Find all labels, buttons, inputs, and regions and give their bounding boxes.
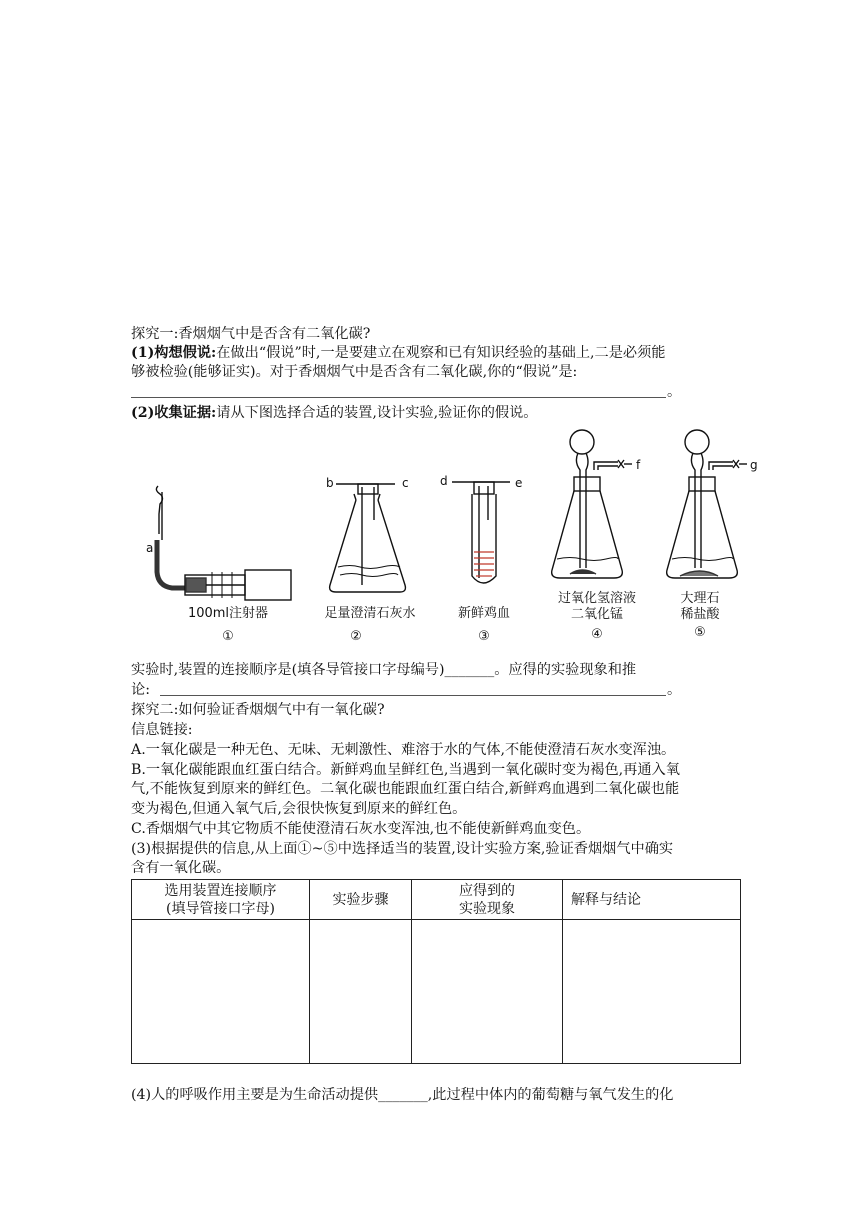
q4-blank[interactable]: _______ [378,1087,428,1103]
info-title: 信息链接: [131,722,193,738]
experiment-design-table [131,879,741,1064]
header-connection-order [132,880,310,920]
oxygen-generator [552,430,632,578]
table-answer-row [132,920,741,1064]
connection-order-blank[interactable]: _______ [444,662,495,678]
section2-title: 探究二:如何验证香烟烟气中有一氧化碳? [131,702,385,718]
port-label-g: g [750,458,758,472]
header-conclusion: 解释与结论 [563,880,741,920]
info-b-line1: B.一氧化碳能跟血红蛋白结合。新鲜鸡血呈鲜红色,当遇到一氧化碳时变为褐色,再通入氧 [131,762,680,778]
caption-blood: 新鲜鸡血 [457,606,511,621]
section1-title: 探究一:香烟烟气中是否含有二氧化碳? [131,326,371,342]
caption-num-1: ① [222,629,234,644]
info-a: A.一氧化碳是一种无色、无味、无刺激性、难溶于水的气体,不能使澄清石灰水变浑浊。 [131,742,676,758]
port-label-f: f [636,458,641,472]
port-label-a: a [146,541,154,555]
caption-num-4: ④ [591,627,603,642]
syringe-apparatus [156,486,291,600]
info-b-line3: 变为褐色,但通入氧气后,会很快恢复到原来的鲜红色。 [131,801,467,817]
q4-prompt: (4)人的呼吸作用主要是为生命活动提供 [131,1087,379,1103]
q1-line2: 够被检验(能够证实)。对于香烟烟气中是否含有二氧化碳,你的“假说”是: [131,364,578,380]
answer-cell-connection-order[interactable] [132,920,310,1064]
connection-order-line [131,661,636,679]
caption-mno2: 二氧化锰 [570,607,624,622]
caption-num-3: ③ [478,629,490,644]
caption-limewater: 足量澄清石灰水 [324,606,416,621]
port-label-c: c [402,476,409,490]
caption-hcl: 稀盐酸 [680,607,720,622]
caption-num-5: ⑤ [694,625,706,640]
info-b-line2: 气,不能恢复到原来的鲜红色。二氧化碳也能跟血红蛋白结合,新鲜鸡血遇到二氧化碳也能 [131,781,680,797]
answer-cell-phenomena[interactable] [412,920,563,1064]
connection-order-prompt: 实验时,装置的连接顺序是(填各导管接口字母编号) [131,662,445,678]
conclusion-end: 。 [667,682,682,698]
header-phenomena [412,880,563,920]
q4-prompt-end: ,此过程中体内的葡萄糖与氧气发生的化 [427,1087,674,1103]
q1-text-a: 在做出“假说”时,一是要建立在观察和已有知识经验的基础上,二是必须能 [216,345,666,361]
answer-cell-conclusion[interactable] [563,920,741,1064]
header-connection-order-line2: (填导管接口字母) [166,900,275,917]
port-label-e: e [515,476,523,490]
q4-line [131,1086,673,1104]
caption-num-2: ② [350,629,362,644]
co2-generator [667,430,747,578]
header-phenomena-line1: 应得到的 [459,882,515,899]
phenomenon-prompt: 。应得的实验现象和推 [494,662,637,678]
answer-cell-steps[interactable] [310,920,412,1064]
header-connection-order-line1: 选用装置连接顺序 [164,882,277,899]
q2-text: 请从下图选择合适的装置,设计实验,验证你的假说。 [216,405,538,421]
q3-line1: (3)根据提供的信息,从上面①~⑤中选择适当的装置,设计实验方案,验证香烟烟气中确实 [131,841,674,857]
blood-test-tube [452,482,510,583]
table-header-row [132,880,741,920]
q1-label: (1)构想假说: [131,345,217,361]
caption-syringe: 100ml注射器 [187,606,269,621]
header-phenomena-line2: 实验现象 [459,900,515,917]
port-label-d: d [440,474,448,488]
info-c: C.香烟烟气中其它物质不能使澄清石灰水变浑浊,也不能使新鲜鸡血变色。 [131,821,591,837]
limewater-flask [330,484,406,592]
conclusion-label: 论: [131,682,150,698]
header-steps: 实验步骤 [310,880,412,920]
q1-end: 。 [667,384,682,400]
caption-h2o2: 过氧化氢溶液 [557,591,637,606]
caption-marble: 大理石 [680,591,720,606]
q2-label: (2)收集证据: [131,405,217,421]
q3-line2: 含有一氧化碳。 [131,860,231,876]
conclusion-answer-line[interactable] [160,695,666,696]
port-label-b: b [326,476,334,490]
